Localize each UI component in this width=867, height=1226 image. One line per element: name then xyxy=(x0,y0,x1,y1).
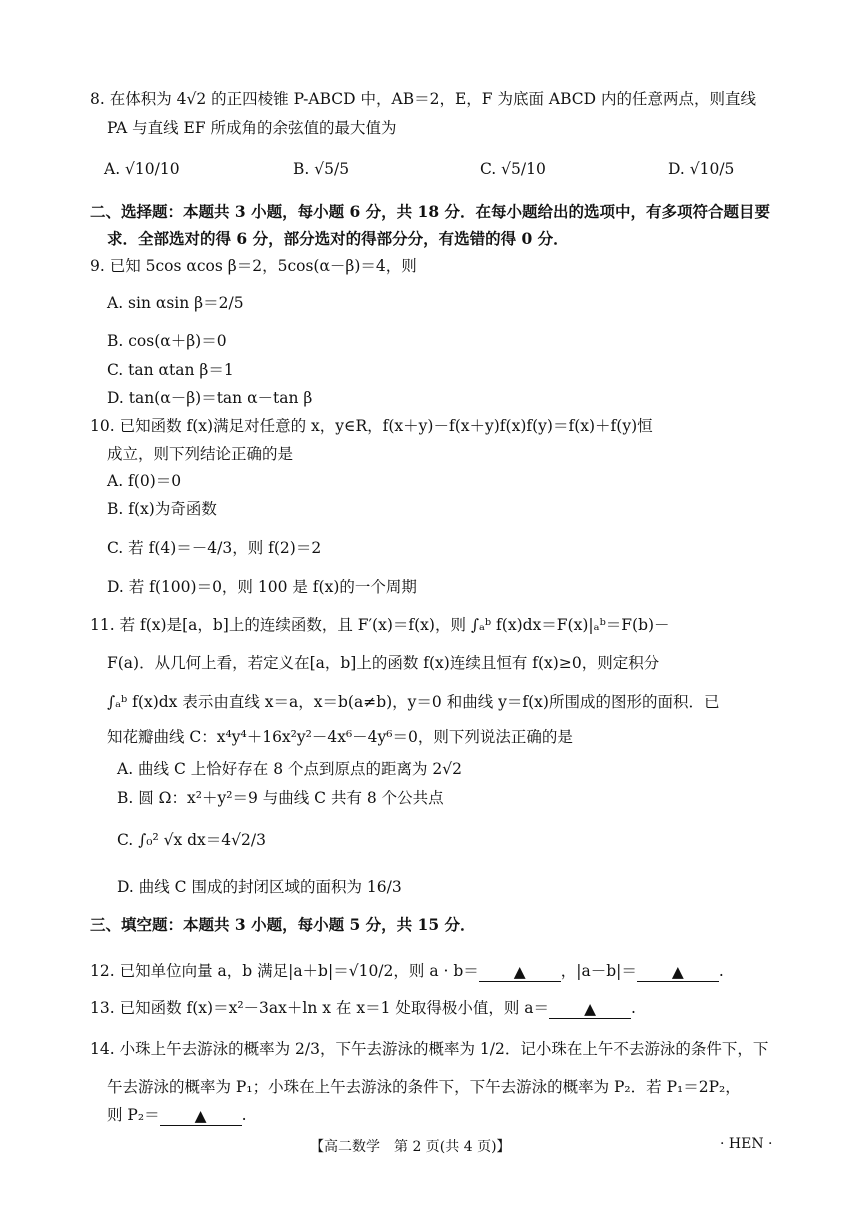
q9-option-a: A. sin αsin β＝2/5 xyxy=(107,294,244,312)
q10-option-d: D. 若 f(100)＝0，则 100 是 f(x)的一个周期 xyxy=(107,578,417,596)
footer-page-label: 【高二数学 第 2 页(共 4 页)】 xyxy=(310,1139,511,1155)
q12-stem: 12. 已知单位向量 a，b 满足|a＋b|＝√10/2，则 a · b＝ xyxy=(90,962,479,980)
q9-option-b: B. cos(α＋β)＝0 xyxy=(107,332,227,350)
q11-option-b: B. 圆 Ω：x²＋y²＝9 与曲线 C 共有 8 个公共点 xyxy=(117,789,444,807)
q8-option-d: D. √10/5 xyxy=(668,160,735,178)
q9-option-c: C. tan αtan β＝1 xyxy=(107,361,234,379)
q13-period: . xyxy=(631,999,636,1017)
q14-line3 xyxy=(107,1104,247,1126)
q12-line xyxy=(90,960,724,982)
q14-period: . xyxy=(241,1106,247,1124)
q12-stem-middle: ，|a－b|＝ xyxy=(560,962,637,980)
q14-stem-line1: 14. 小珠上午去游泳的概率为 2/3，下午去游泳的概率为 1/2．记小珠在上午不去游泳的条件下，下 xyxy=(90,1040,769,1058)
section2-heading-line1: 二、选择题：本题共 3 小题，每小题 6 分，共 18 分．在每小题给出的选项中，有多项符合题目要 xyxy=(90,202,771,221)
q8-stem-line2: PA 与直线 EF 所成角的余弦值的最大值为 xyxy=(107,119,397,137)
q11-stem-line2: F(a)．从几何上看，若定义在[a，b]上的函数 f(x)连续且恒有 f(x)≥0，则定积分 xyxy=(107,654,660,672)
q8-option-b: B. √5/5 xyxy=(293,160,350,178)
q8-option-a: A. √10/10 xyxy=(104,160,180,178)
q11-option-d: D. 曲线 C 围成的封闭区域的面积为 16/3 xyxy=(117,878,402,896)
q10-stem-line2: 成立，则下列结论正确的是 xyxy=(107,445,294,463)
q10-option-c: C. 若 f(4)＝－4/3，则 f(2)＝2 xyxy=(107,539,322,557)
q14-stem-line3: 则 P₂＝ xyxy=(107,1106,160,1124)
q11-stem-line4: 知花瓣曲线 C：x⁴y⁴＋16x²y²－4x⁶－4y⁶＝0，则下列说法正确的是 xyxy=(107,728,573,746)
q13-stem: 13. 已知函数 f(x)＝x²－3ax＋ln x 在 x＝1 处取得极小值，则 a＝ xyxy=(90,999,550,1017)
q13-line xyxy=(90,997,636,1019)
section2-heading-line2: 求．全部选对的得 6 分，部分选对的得部分分，有选错的得 0 分． xyxy=(107,229,569,248)
q11-stem-line1: 11. 若 f(x)是[a，b]上的连续函数，且 F′(x)＝f(x)，则 ∫ₐᵇ f(x)dx＝F(x)|ₐᵇ＝F(b)－ xyxy=(90,616,670,634)
section3-heading: 三、填空题：本题共 3 小题，每小题 5 分，共 15 分． xyxy=(90,915,476,934)
q8-option-c: C. √5/10 xyxy=(480,160,546,178)
q11-stem-line3: ∫ₐᵇ f(x)dx 表示由直线 x＝a，x＝b(a≠b)，y＝0 和曲线 y＝f(x)所围成的图形的面积．已 xyxy=(107,693,720,711)
q10-option-b: B. f(x)为奇函数 xyxy=(107,500,217,518)
q14-stem-line2: 午去游泳的概率为 P₁；小珠在上午去游泳的条件下，下午去游泳的概率为 P₂．若 P₁＝2P₂， xyxy=(107,1078,741,1096)
q11-option-a: A. 曲线 C 上恰好存在 8 个点到原点的距离为 2√2 xyxy=(117,760,463,778)
q10-stem-line1: 10. 已知函数 f(x)满足对任意的 x，y∈R，f(x＋y)－f(x＋y)f(x)f(y)＝f(x)＋f(y)恒 xyxy=(90,417,653,435)
q12-period: . xyxy=(718,962,724,980)
q12-answer-blank-1[interactable]: ▲ xyxy=(479,961,561,982)
q9-option-d: D. tan(α－β)＝tan α－tan β xyxy=(107,389,313,407)
q8-stem-line1: 8. 在体积为 4√2 的正四棱锥 P-ABCD 中，AB＝2，E，F 为底面 ABCD 内的任意两点，则直线 xyxy=(90,90,756,108)
q13-answer-blank[interactable]: ▲ xyxy=(549,998,631,1019)
footer-code: · HEN · xyxy=(720,1136,773,1152)
q11-option-c: C. ∫₀² √x dx＝4√2/3 xyxy=(117,831,266,849)
q14-answer-blank[interactable]: ▲ xyxy=(160,1105,242,1126)
q10-option-a: A. f(0)＝0 xyxy=(107,472,182,490)
q12-answer-blank-2[interactable]: ▲ xyxy=(637,961,719,982)
q9-stem: 9. 已知 5cos αcos β＝2，5cos(α－β)＝4，则 xyxy=(90,257,417,275)
